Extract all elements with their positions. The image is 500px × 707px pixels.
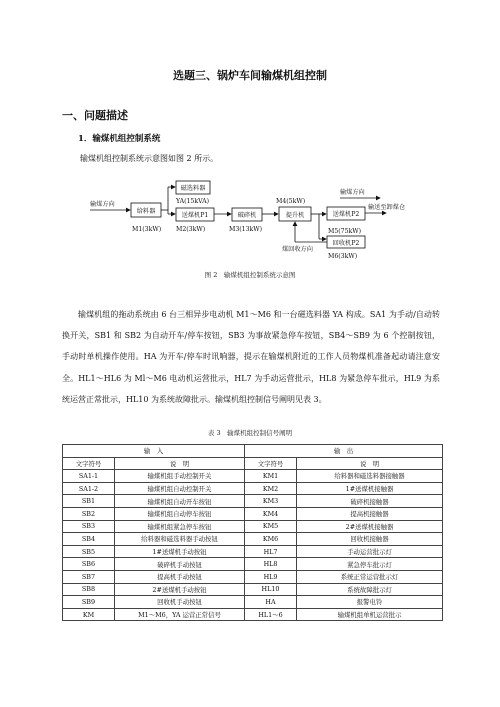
cell: HL8 (245, 558, 297, 571)
to-bin-label: 输送至卸煤仓 (368, 204, 406, 211)
cell: 回收机手动按钮 (115, 596, 245, 609)
cell: 紧急停车批示灯 (297, 558, 443, 571)
col-header: 说 明 (297, 457, 443, 470)
cell: 2#送煤机接触器 (297, 520, 443, 533)
cell: KM3 (245, 495, 297, 508)
cell: KM2 (245, 482, 297, 495)
output-group-header: 输 出 (245, 445, 443, 458)
cell: 破碎机手动按钮 (115, 558, 245, 571)
conveyor-system-diagram (86, 176, 426, 260)
table-row (63, 533, 443, 546)
col-header: 说 明 (115, 457, 245, 470)
cell: KM5 (245, 520, 297, 533)
magnetic-label: 磁选料器 (180, 185, 206, 192)
table-row (63, 507, 443, 520)
cell: 输煤机组手动控制开关 (115, 470, 245, 483)
cell: HL1～6 (245, 608, 297, 621)
out-direction-label: 输煤方向 (340, 189, 365, 196)
return-label: 回收机P2 (332, 240, 360, 247)
cell: HL9 (245, 570, 297, 583)
table-row (63, 520, 443, 533)
cell: SB4 (63, 533, 115, 546)
table-row (63, 545, 443, 558)
cell: KM6 (245, 533, 297, 546)
cell: HA (245, 596, 297, 609)
cell: SB5 (63, 545, 115, 558)
cell: 系统故障批示灯 (297, 583, 443, 596)
col-header: 文字符号 (63, 457, 115, 470)
cell: SB8 (63, 583, 115, 596)
cell: SB9 (63, 596, 115, 609)
cell: 报警电铃 (297, 596, 443, 609)
subsection-heading: 1．输煤机组控制系统 (78, 134, 161, 144)
table-row (63, 482, 443, 495)
document-title: 选题三、锅炉车间输煤机组控制 (173, 69, 327, 82)
body-paragraph: 输煤机组的拖动系统由 6 台三相异步电动机 M1～M6 和一台磁选料器 YA 构成。SA1 为手动/自动转换开关，SB1 和 SB2 为自动开车/停车按钮，SB3 为事故紧急停车按钮，SB4～SB9 为 6 个控制按钮，手动时单机操作使用。HA 为开车/停车时讯响器，提示在输煤机附近的工作人员物煤机准备起动请注意安全。HL1～HL6 为 Ml～M6 电动机运营批示，HL7 为手动运营批示，HL8 为紧急停车批示，HL9 为系统运营正常批示，HL10 为系统故障批示。输煤机组控制信号阐明见表 3。 (62, 310, 440, 404)
table-row (63, 608, 443, 621)
cell: 提高机手动按钮 (115, 570, 245, 583)
cell: HL10 (245, 583, 297, 596)
cell: KM (63, 608, 115, 621)
cell: SB6 (63, 558, 115, 571)
table-row (63, 495, 443, 508)
cell: 输煤机组自动开车按钮 (115, 495, 245, 508)
cell: HL7 (245, 545, 297, 558)
figure-caption: 图 2 输煤机组控制系统示意图 (204, 271, 296, 279)
cell: 1#送煤机手动按钮 (115, 545, 245, 558)
cell: SB1 (63, 495, 115, 508)
cell: 回收机接触器 (297, 533, 443, 546)
ya-label: YA(15kVA) (176, 198, 210, 205)
input-group-header: 输 入 (63, 445, 245, 458)
return-direction-label: 煤回收方向 (282, 246, 313, 253)
section-heading: 一、问题描述 (62, 109, 128, 122)
cell: SB2 (63, 507, 115, 520)
cell: 输煤机组紧急停车按钮 (115, 520, 245, 533)
feeder-label: 给料器 (136, 208, 156, 215)
cell: 1#送煤机接触器 (297, 482, 443, 495)
cell: KM4 (245, 507, 297, 520)
cell: 提高机接触器 (297, 507, 443, 520)
crusher-label: 破碎机 (237, 212, 257, 219)
table-row (63, 470, 443, 483)
cell: 输煤机组自动停车按钮 (115, 507, 245, 520)
conveyor2-label: 送煤机P2 (332, 211, 360, 218)
m3-label: M3(13kW) (229, 226, 263, 233)
cell: M1～M6，YA 运营正常信号 (115, 608, 245, 621)
m2-label: M2(3kW) (176, 226, 206, 233)
cell: 破碎机接触器 (297, 495, 443, 508)
lifter-label: 提升机 (285, 212, 305, 219)
cell: SB7 (63, 570, 115, 583)
table-row (63, 596, 443, 609)
col-header: 文字符号 (245, 457, 297, 470)
coal-in-label: 输煤方向 (90, 201, 115, 208)
cell: SA1-2 (63, 482, 115, 495)
cell: KM1 (245, 470, 297, 483)
m4-label: M4(5kW) (276, 198, 306, 205)
m6-label: M6(3kW) (328, 253, 358, 260)
m5-label: M5(75kW) (328, 228, 362, 235)
table-caption: 表 3 输煤机组控制信号阐明 (207, 429, 293, 437)
cell: 系统正常运营批示灯 (297, 570, 443, 583)
intro-paragraph: 输煤机组控制系统示意图如图 2 所示。 (80, 154, 219, 163)
cell: 输煤机组自动控制开关 (115, 482, 245, 495)
table-row (63, 558, 443, 571)
cell: 2#送煤机手动按钮 (115, 583, 245, 596)
cell: 手动运营批示灯 (297, 545, 443, 558)
cell: 给料器和磁选料器手动按钮 (115, 533, 245, 546)
cell: SA1-1 (63, 470, 115, 483)
cell: 给料器和磁选料器接触器 (297, 470, 443, 483)
cell: SB3 (63, 520, 115, 533)
table-row (63, 570, 443, 583)
m1-label: M1(3kW) (132, 226, 162, 233)
cell: 输煤机组单机运营批示 (297, 608, 443, 621)
signal-table (62, 444, 443, 621)
table-row (63, 583, 443, 596)
conveyor1-label: 送煤机P1 (181, 212, 209, 219)
